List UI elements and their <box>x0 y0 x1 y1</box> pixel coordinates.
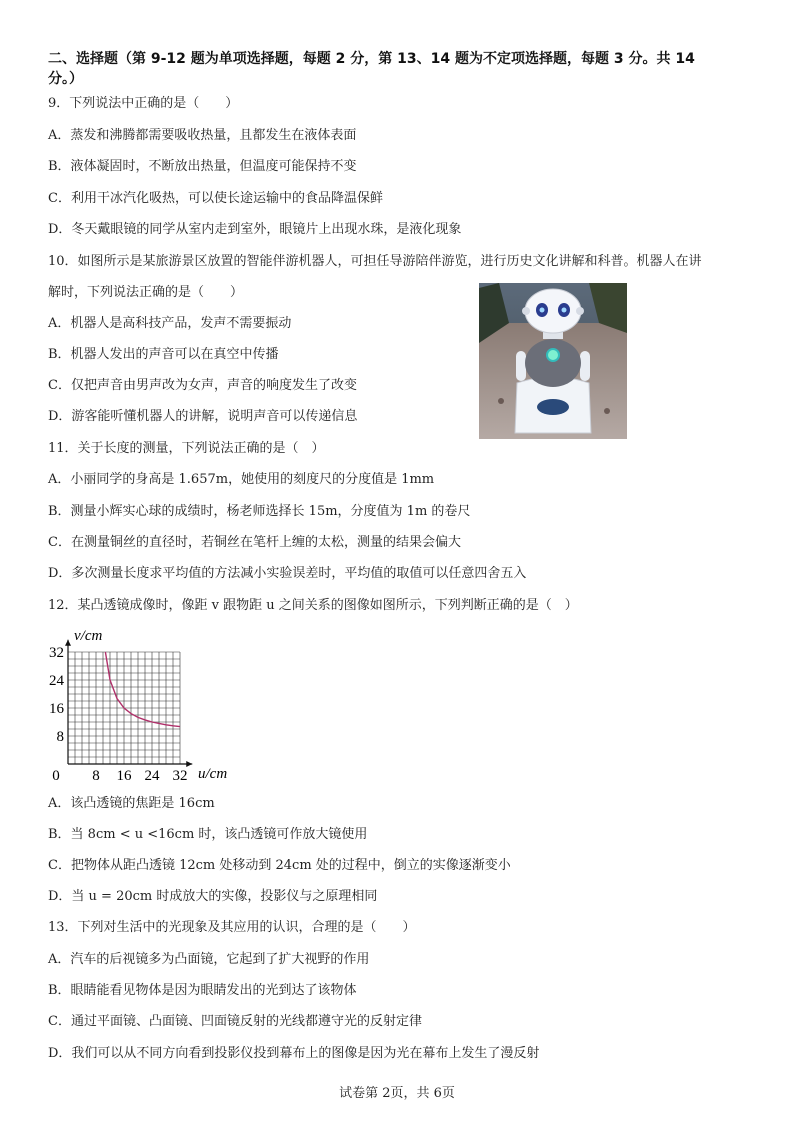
question-10-option-b: B．机器人发出的声音可以在真空中传播 <box>48 347 279 362</box>
question-10-option-a: A．机器人是高科技产品，发声不需要振动 <box>48 316 292 331</box>
x-axis-arrow <box>186 761 192 767</box>
question-12-option-c: C．把物体从距凸透镜 12cm 处移动到 24cm 处的过程中，倒立的实像逐渐变小 <box>48 858 511 873</box>
x-tick-label: 0 <box>52 768 60 784</box>
question-9-option-a: A．蒸发和沸腾都需要吸收热量，且都发生在液体表面 <box>48 128 357 143</box>
question-10-stem: 10．如图所示是某旅游景区放置的智能伴游机器人，可担任导游陪伴游览，进行历史文化讲解和科普。机器人在讲 <box>48 254 702 269</box>
y-tick-label: 16 <box>49 701 64 717</box>
question-12-option-d: D．当 u = 20cm 时成放大的实像，投影仪与之原理相同 <box>48 889 378 904</box>
question-12-option-a: A．该凸透镜的焦距是 16cm <box>48 796 215 811</box>
question-13-option-d: D．我们可以从不同方向看到投影仪投到幕布上的图像是因为光在幕布上发生了漫反射 <box>48 1046 540 1061</box>
question-10-stem-cont: 解时，下列说法正确的是（ ） <box>48 285 244 300</box>
section-header-cont: 分。） <box>48 71 83 87</box>
question-9-option-b: B．液体凝固时，不断放出热量，但温度可能保持不变 <box>48 159 357 174</box>
y-axis-arrow <box>65 640 71 646</box>
question-11-option-d: D．多次测量长度求平均值的方法减小实验误差时，平均值的取值可以任意四舍五入 <box>48 566 527 581</box>
x-tick-label: 24 <box>144 768 160 784</box>
x-tick-label: 8 <box>92 768 100 784</box>
question-10-option-c: C．仅把声音由男声改为女声，声音的响度发生了改变 <box>48 378 357 393</box>
question-11-option-b: B．测量小辉实心球的成绩时，杨老师选择长 15m，分度值为 1m 的卷尺 <box>48 504 471 519</box>
question-13-stem: 13．下列对生活中的光现象及其应用的认识，合理的是（ ） <box>48 920 416 935</box>
robot-photo <box>479 283 627 439</box>
question-13-option-c: C．通过平面镜、凸面镜、凹面镜反射的光线都遵守光的反射定律 <box>48 1014 422 1029</box>
x-tick-label: 16 <box>116 768 132 784</box>
question-13-option-b: B．眼睛能看见物体是因为眼睛发出的光到达了该物体 <box>48 983 357 998</box>
y-tick-label: 24 <box>49 673 64 689</box>
question-9-option-d: D．冬天戴眼镜的同学从室内走到室外，眼镜片上出现水珠，是液化现象 <box>48 222 462 237</box>
question-9-option-c: C．利用干冰汽化吸热，可以使长途运输中的食品降温保鲜 <box>48 191 383 206</box>
question-12-stem: 12．某凸透镜成像时，像距 v 跟物距 u 之间关系的图像如图所示，下列判断正确的是（ ） <box>48 598 578 613</box>
question-12-option-b: B．当 8cm < u <16cm 时，该凸透镜可作放大镜使用 <box>48 827 368 842</box>
question-13-option-a: A．汽车的后视镜多为凸面镜，它起到了扩大视野的作用 <box>48 952 370 967</box>
question-11-option-a: A．小丽同学的身高是 1.657m，她使用的刻度尺的分度值是 1mm <box>48 472 435 487</box>
chart-series <box>105 652 180 727</box>
y-tick-label: 8 <box>56 729 64 745</box>
question-9-stem: 9．下列说法中正确的是（ ） <box>48 96 239 111</box>
series-line <box>105 652 180 727</box>
y-tick-label: 32 <box>49 645 64 661</box>
section-header: 二、选择题（第 9-12 题为单项选择题，每题 2 分，第 13、14 题为不定项选择题，每题 3 分。共 14 <box>48 51 695 67</box>
page-footer: 试卷第 2页，共 6页 <box>339 1086 455 1101</box>
question-11-option-c: C．在测量铜丝的直径时，若铜丝在笔杆上缠的太松，测量的结果会偏大 <box>48 535 461 550</box>
x-tick-label: 32 <box>172 768 188 784</box>
question-11-stem: 11．关于长度的测量，下列说法正确的是（ ） <box>48 441 325 456</box>
y-axis-label: v/cm <box>74 628 103 644</box>
x-axis-label: u/cm <box>198 766 228 782</box>
question-10-option-d: D．游客能听懂机器人的讲解，说明声音可以传递信息 <box>48 409 358 424</box>
uv-chart <box>44 626 244 786</box>
